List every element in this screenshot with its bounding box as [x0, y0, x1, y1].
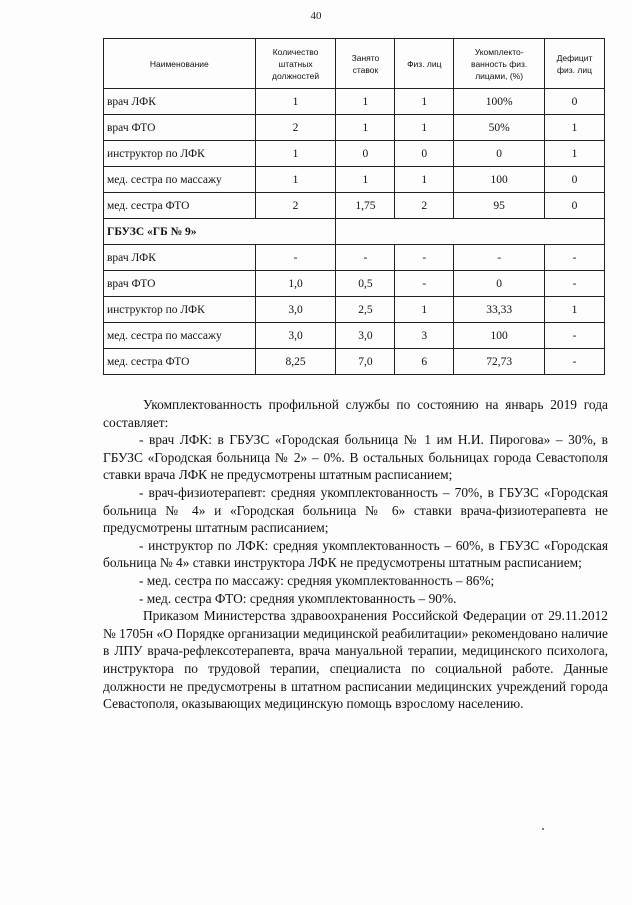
scan-speck [542, 828, 544, 830]
table-cell: 100% [454, 89, 545, 115]
table-row [104, 297, 605, 323]
row-label: мед. сестра ФТО [104, 193, 256, 219]
table-cell: 1 [395, 89, 454, 115]
table-cell: - [395, 271, 454, 297]
table-cell: 0 [395, 141, 454, 167]
list-item: - врач-физиотерапевт: средняя укомплектованность – 70%, в ГБУЗС «Городская больница № 4» и «Городская больница № 6» ставки врача-физиотерапевта не предусмотрены штатным расписанием; [103, 484, 608, 536]
page-number: 40 [310, 10, 322, 22]
table-cell: - [336, 245, 395, 271]
header-occupied: Занято ставок [336, 39, 395, 89]
table-row [104, 167, 605, 193]
table-cell: - [545, 271, 605, 297]
table-cell: - [395, 245, 454, 271]
list-item: - мед. сестра ФТО: средняя укомплектованность – 90%. [139, 590, 457, 606]
list-item: - врач ЛФК: в ГБУЗС «Городская больница № 1 им Н.И. Пирогова» – 30%, в ГБУЗС «Городская больница № 2» – 0%. В остальных больницах города Севастополя ставки врача ЛФК не предусмотрены штатным расписанием; [103, 432, 608, 483]
table-cell: - [545, 349, 605, 375]
table-cell: 1 [395, 115, 454, 141]
table-cell: 1,0 [255, 271, 336, 297]
table-cell: 3,0 [336, 323, 395, 349]
table-cell: 2,5 [336, 297, 395, 323]
row-label: инструктор по ЛФК [104, 297, 256, 323]
table-cell: 1 [255, 167, 336, 193]
header-positions: Количество штатных должностей [255, 39, 336, 89]
row-label: врач ЛФК [104, 89, 256, 115]
table-cell: 0 [336, 141, 395, 167]
table-row [104, 89, 605, 115]
table-cell: 3 [395, 323, 454, 349]
table-cell: 8,25 [255, 349, 336, 375]
row-label: мед. сестра по массажу [104, 323, 256, 349]
table-section-row [104, 219, 605, 245]
table-row [104, 141, 605, 167]
row-label: инструктор по ЛФК [104, 141, 256, 167]
table-cell: 2 [255, 193, 336, 219]
header-persons: Физ. лиц [395, 39, 454, 89]
table-cell: 2 [395, 193, 454, 219]
table-cell: 2 [255, 115, 336, 141]
empty-cell [336, 219, 605, 245]
header-staffing-rate: Укомплекто-ванность физ. лицами, (%) [454, 39, 545, 89]
table-cell: 0 [545, 193, 605, 219]
table-body [104, 89, 605, 375]
table-cell: - [545, 323, 605, 349]
table-cell: 1 [545, 115, 605, 141]
table-cell: 95 [454, 193, 545, 219]
table-cell: 33,33 [454, 297, 545, 323]
table-cell: 1 [336, 115, 395, 141]
table-cell: 1 [255, 141, 336, 167]
row-label: врач ФТО [104, 271, 256, 297]
table-cell: 0 [454, 141, 545, 167]
row-label: мед. сестра ФТО [104, 349, 256, 375]
table-cell: 1 [336, 167, 395, 193]
table-cell: 0 [545, 167, 605, 193]
intro-paragraph: Укомплектованность профильной службы по состоянию на январь 2019 года составляет: [103, 397, 608, 430]
row-label: врач ФТО [104, 115, 256, 141]
header-deficit: Дефицит физ. лиц [545, 39, 605, 89]
table-cell: 100 [454, 323, 545, 349]
table-cell: 0 [454, 271, 545, 297]
list-item: - мед. сестра по массажу: средняя укомплектованность – 86%; [139, 572, 495, 588]
table-cell: 1 [255, 89, 336, 115]
table-cell: 1 [545, 141, 605, 167]
table-cell: 6 [395, 349, 454, 375]
table-row [104, 349, 605, 375]
table-row [104, 193, 605, 219]
table-cell: 72,73 [454, 349, 545, 375]
staffing-table [103, 38, 605, 375]
table-cell: 3,0 [255, 323, 336, 349]
row-label: мед. сестра по массажу [104, 167, 256, 193]
table-cell: 50% [454, 115, 545, 141]
table-row [104, 271, 605, 297]
table-row [104, 323, 605, 349]
body-text [103, 396, 608, 713]
table-row [104, 245, 605, 271]
table-header-row [104, 39, 605, 89]
table-row [104, 115, 605, 141]
table-cell: 1 [395, 297, 454, 323]
table-cell: 0 [545, 89, 605, 115]
list-item: - инструктор по ЛФК: средняя укомплектованность – 60%, в ГБУЗС «Городская больница № 4» ставки инструктора ЛФК не предусмотрены штатным расписанием; [103, 537, 608, 571]
table-cell: - [454, 245, 545, 271]
table-cell: - [255, 245, 336, 271]
table-cell: 7,0 [336, 349, 395, 375]
header-name: Наименование [104, 39, 256, 89]
table-cell: 1,75 [336, 193, 395, 219]
table-cell: 1 [545, 297, 605, 323]
section-title: ГБУЗС «ГБ № 9» [104, 219, 336, 245]
table-cell: 100 [454, 167, 545, 193]
row-label: врач ЛФК [104, 245, 256, 271]
table-cell: 1 [395, 167, 454, 193]
table-cell: 3,0 [255, 297, 336, 323]
closing-paragraph: Приказом Министерства здравоохранения Российской Федерации от 29.11.2012 № 1705н «О Порядке организации медицинской реабилитации» рекомендовано наличие в ЛПУ врача-рефлексотерапевта, врача мануальной терапии, медицинского психолога, инструктора по трудовой терапии, специалиста по социальной работе. Данные должности не предусмотрены в штатном расписании медицинских учреждений города Севастополя, оказывающих медицинскую помощь взрослому населению. [103, 608, 608, 712]
table-cell: - [545, 245, 605, 271]
table-cell: 0,5 [336, 271, 395, 297]
table-cell: 1 [336, 89, 395, 115]
